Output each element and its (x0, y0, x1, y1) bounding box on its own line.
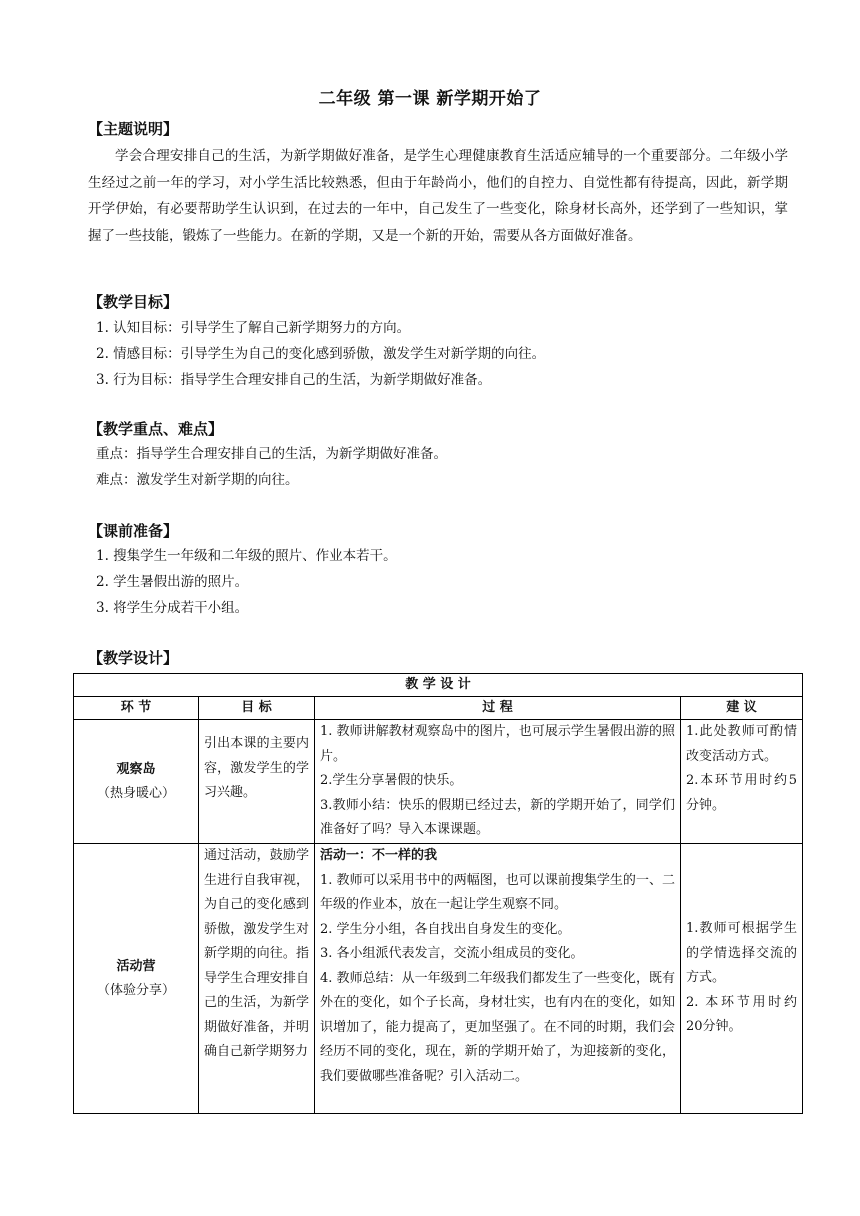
key-points-heading: 【教学重点、难点】 (88, 420, 224, 438)
goal-text: 引出本课的主要内容，激发学生的学习兴趣。 (204, 736, 309, 800)
table-header-row (74, 697, 803, 720)
key-points-list (96, 441, 786, 493)
advice-item: 1.教师可根据学生的学情选择交流的方式。 (686, 921, 798, 986)
process-step: 2.学生分享暑假的快乐。 (320, 773, 463, 788)
table-caption-row (74, 674, 803, 697)
activity-title: 活动一：不一样的我 (320, 848, 438, 863)
teaching-design-table (73, 673, 803, 1114)
process-step: 3. 各小组派代表发言，交流小组成员的变化。 (320, 946, 584, 961)
prep-heading: 【课前准备】 (88, 522, 179, 540)
stage-subtitle: （体验分享） (96, 982, 175, 998)
stage-name: 观察岛 (116, 761, 156, 777)
key-point-item: 重点：指导学生合理安排自己的生活，为新学期做好准备。 (96, 446, 447, 462)
column-header: 环 节 (74, 697, 199, 720)
process-cell (315, 720, 681, 844)
goal-cell (199, 720, 315, 844)
prep-item: 1. 搜集学生一年级和二年级的照片、作业本若干。 (96, 548, 397, 564)
goals-list (96, 315, 786, 393)
process-step: 1. 教师可以采用书中的两幅图，也可以课前搜集学生的一、二年级的作业本，放在一起让学生观察不同。 (320, 872, 675, 912)
prep-item: 3. 将学生分成若干小组。 (96, 600, 249, 616)
key-point-item: 难点：激发学生对新学期的向往。 (96, 472, 299, 488)
goal-item: 2. 情感目标：引导学生为自己的变化感到骄傲，激发学生对新学期的向往。 (96, 346, 546, 362)
theme-paragraph (88, 143, 788, 249)
advice-cell (681, 844, 803, 1114)
column-header: 建 议 (681, 697, 803, 720)
design-heading: 【教学设计】 (88, 649, 179, 667)
column-header: 目 标 (199, 697, 315, 720)
prep-item: 2. 学生暑假出游的照片。 (96, 574, 249, 590)
stage-subtitle: （热身暖心） (96, 785, 175, 801)
document-title: 二年级 第一课 新学期开始了 (318, 89, 542, 109)
theme-text: 学会合理安排自己的生活，为新学期做好准备，是学生心理健康教育生活适应辅导的一个重要部分。二年级小学生经过之前一年的学习，对小学生活比较熟悉，但由于年龄尚小，他们的自控力、自觉性都有待提高，因此，新学期开学伊始，有必要帮助学生认识到，在过去的一年中，自己发生了一些变化，除身材长高外，还学到了一些知识，掌握了一些技能，锻炼了一些能力。在新的学期，又是一个新的开始，需要从各方面做好准备。 (88, 148, 788, 244)
stage-cell (74, 720, 199, 844)
table-row (74, 844, 803, 1114)
column-header: 过 程 (315, 697, 681, 720)
goal-item: 1. 认知目标：引导学生了解自己新学期努力的方向。 (96, 320, 411, 336)
process-cell (315, 844, 681, 1114)
process-step: 2. 学生分小组，各自找出自身发生的变化。 (320, 921, 571, 937)
goals-heading: 【教学目标】 (88, 293, 179, 311)
theme-heading: 【主题说明】 (88, 120, 179, 138)
advice-cell (681, 720, 803, 844)
table-row (74, 720, 803, 844)
stage-name: 活动营 (116, 958, 156, 974)
process-step: 4. 教师总结：从一年级到二年级我们都发生了一些变化，既有外在的变化，如个子长高，身材壮实，也有内在的变化，如知识增加了，能力提高了，更加坚强了。在不同的时期，我们会经历不同的变化，现在，新的学期开始了，为迎接新的变化，我们要做哪些准备呢？引入活动二。 (320, 970, 675, 1084)
prep-list (96, 543, 786, 621)
advice-item: 1.此处教师可酌情改变活动方式。 (686, 724, 798, 764)
process-step: 3.教师小结：快乐的假期已经过去，新的学期开始了，同学们准备好了吗？导入本课课题。 (320, 797, 675, 837)
stage-cell (74, 844, 199, 1114)
goal-text: 通过活动，鼓励学生进行自我审视，为自己的变化感到骄傲，激发学生对新学期的向往。指导学生合理安排自己的生活，为新学期做好准备，并明确自己新学期努力 (204, 848, 309, 1059)
advice-item: 2. 本环节用时约20分钟。 (686, 994, 798, 1035)
advice-item: 2.本环节用时约5分钟。 (686, 773, 798, 813)
goal-item: 3. 行为目标：指导学生合理安排自己的生活，为新学期做好准备。 (96, 372, 492, 388)
goal-cell (199, 844, 315, 1114)
process-step: 1. 教师讲解教材观察岛中的图片，也可展示学生暑假出游的照片。 (320, 724, 675, 764)
table-caption: 教 学 设 计 (74, 674, 803, 697)
